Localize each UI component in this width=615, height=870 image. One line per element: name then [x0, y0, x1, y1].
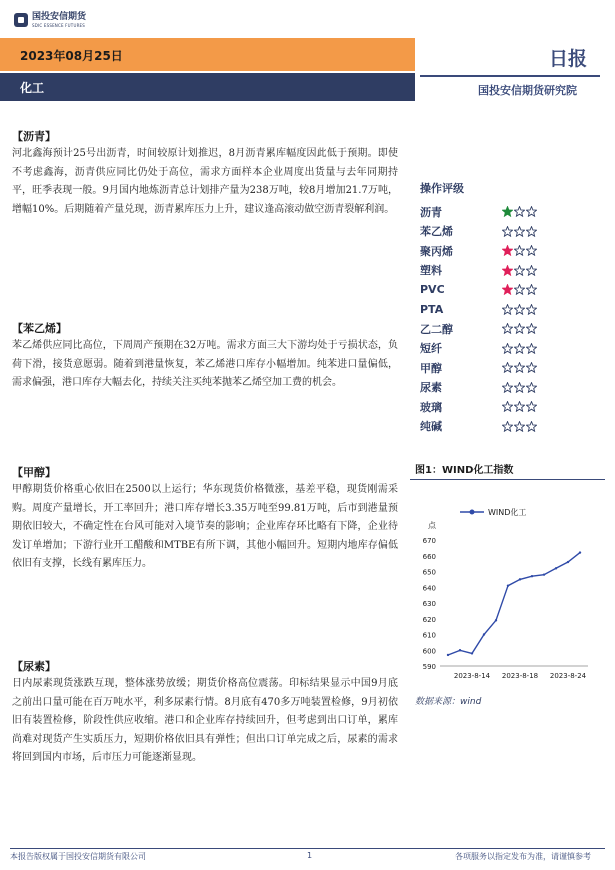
- page-number: 1: [307, 851, 313, 860]
- empty-star-icon: [502, 323, 513, 334]
- section-asphalt: [12, 128, 398, 219]
- section-methanol: [12, 464, 398, 574]
- rating-item-name: 聚丙烯: [420, 244, 453, 258]
- rating-row: [420, 300, 550, 320]
- x-tick-label: 2023-8-24: [549, 672, 587, 680]
- section-styrene: [12, 320, 398, 393]
- empty-star-icon: [514, 304, 525, 315]
- rating-stars: [502, 226, 537, 237]
- filled-star-icon: [502, 206, 513, 217]
- rating-row: [420, 261, 550, 281]
- section-body: 甲醇期货价格重心依旧在2500以上运行；华东现货价格微涨，基差平稳，现货刚需采购。周度产量增长，开工率回升；港口库存增长3.35万吨至99.81万吨，后市到港量预期依旧较大，不确定性在台风可能对入境节奏的影响；企业库存环比略有下降，企业待发订单增加；下游行业开工醋酸和MTBE有所下调，其他小幅回升。短期内地库存偏低依旧有支撑，长线有累库压力。: [12, 484, 398, 570]
- section-heading: 【甲醇】: [12, 466, 56, 479]
- empty-star-icon: [526, 265, 537, 276]
- rating-stars: [502, 304, 537, 315]
- figure-title: 图1：WIND化工指数: [415, 465, 514, 476]
- empty-star-icon: [514, 226, 525, 237]
- empty-star-icon: [514, 362, 525, 373]
- logo-text: [32, 12, 86, 28]
- y-tick-label: 610: [422, 631, 436, 640]
- section-heading: 【尿素】: [12, 660, 56, 673]
- rating-item-name: 乙二醇: [420, 322, 453, 336]
- empty-star-icon: [526, 382, 537, 393]
- data-point: [471, 652, 473, 654]
- rating-item-name: 短纤: [420, 342, 442, 356]
- rating-row: [420, 378, 550, 398]
- footer-disclaimer: 各项服务以指定发布为准，请谨慎参考: [455, 852, 591, 861]
- empty-star-icon: [514, 382, 525, 393]
- rating-stars: [502, 265, 537, 276]
- rating-stars: [502, 401, 537, 412]
- rating-title: 操作评级: [420, 182, 464, 195]
- section-heading: 【沥青】: [12, 130, 56, 143]
- rating-stars: [502, 382, 537, 393]
- rating-row: [420, 319, 550, 339]
- empty-star-icon: [502, 382, 513, 393]
- empty-star-icon: [514, 343, 525, 354]
- empty-star-icon: [526, 343, 537, 354]
- rating-row: [420, 280, 550, 300]
- logo-name-cn: 国投安信期货: [32, 12, 87, 22]
- wind-chemical-index-chart: [410, 490, 605, 690]
- data-point: [483, 633, 485, 635]
- footer-copyright: 本报告版权属于国投安信期货有限公司: [10, 852, 146, 861]
- rating-row: [420, 397, 550, 417]
- y-tick-label: 670: [422, 537, 436, 545]
- empty-star-icon: [502, 343, 513, 354]
- section-body: 苯乙烯供应同比高位，下周周产预期在32万吨。需求方面三大下游均处于亏损状态，负荷下滑，接货意愿弱。随着到港量恢复，苯乙烯港口库存小幅增加。纯苯进口量偏低，需求偏强，港口库存大幅去化，持续关注买纯苯抛苯乙烯空加工费的机会。: [12, 340, 398, 389]
- report-type: 日报: [549, 48, 588, 70]
- empty-star-icon: [526, 284, 537, 295]
- rating-row: [420, 222, 550, 242]
- rating-row: [420, 417, 550, 437]
- data-point: [459, 649, 461, 651]
- empty-star-icon: [514, 323, 525, 334]
- report-date: 2023年08月25日: [20, 49, 123, 63]
- rating-row: [420, 358, 550, 378]
- empty-star-icon: [514, 265, 525, 276]
- data-point: [579, 551, 581, 553]
- empty-star-icon: [502, 304, 513, 315]
- empty-star-icon: [526, 401, 537, 412]
- institute-name: 国投安信期货研究院: [478, 84, 577, 97]
- rating-item-name: 甲醇: [420, 361, 442, 375]
- empty-star-icon: [514, 421, 525, 432]
- data-point: [543, 573, 545, 575]
- legend-label: WIND化工: [488, 508, 527, 517]
- y-axis-unit: 点: [428, 521, 436, 530]
- header-divider: [420, 75, 600, 77]
- empty-star-icon: [502, 401, 513, 412]
- section-heading: 【苯乙烯】: [12, 322, 67, 335]
- rating-stars: [502, 245, 537, 256]
- section-body: 河北鑫海预计25号出沥青，时间较原计划推迟，8月沥青累库幅度因此低于预期。即使不考虑鑫海，沥青供应同比仍处于高位，需求方面样本企业周度出货量与去年同期持平，旺季表现一般。9月国内地炼沥青总计划排产量为238万吨，较8月增加21.7万吨，增幅10%。后期随着产量兑现，沥青累库压力上升，建议逢高滚动做空沥青裂解利润。: [12, 148, 398, 215]
- rating-item-name: 沥青: [420, 205, 442, 219]
- empty-star-icon: [514, 284, 525, 295]
- data-point: [519, 578, 521, 580]
- empty-star-icon: [514, 206, 525, 217]
- empty-star-icon: [526, 226, 537, 237]
- rating-table: [420, 180, 550, 436]
- figure-divider: [410, 479, 605, 480]
- rating-stars: [502, 343, 537, 354]
- y-tick-label: 630: [422, 600, 436, 608]
- data-point: [507, 584, 509, 586]
- footer-divider: [10, 848, 605, 849]
- company-logo: [14, 8, 110, 32]
- empty-star-icon: [526, 245, 537, 256]
- rating-item-name: PTA: [420, 302, 444, 316]
- section-body: 日内尿素现货涨跌互现，整体涨势放缓；期货价格高位震荡。印标结果显示中国9月底之前出口量可能在百万吨水平，利多尿素行情。8月底有470多万吨装置检修，9月初依旧有装置检修，阶段性供应收缩。港口和企业库存持续回升，但考虑到出口订单，累库尚难对现货产生实质压力，短期价格依旧具有弹性；但出口订单完成之后，尿素的需求将回到国内市场，后市压力可能逐渐显现。: [12, 678, 398, 764]
- section-title: 化工: [20, 81, 45, 95]
- rating-item-name: PVC: [420, 283, 445, 297]
- y-tick-label: 650: [422, 568, 436, 577]
- filled-star-icon: [502, 245, 513, 256]
- rating-stars: [502, 362, 537, 373]
- data-point: [567, 561, 569, 563]
- empty-star-icon: [502, 362, 513, 373]
- empty-star-icon: [526, 323, 537, 334]
- rating-item-name: 纯碱: [420, 420, 442, 434]
- section-urea: [12, 658, 398, 768]
- empty-star-icon: [502, 421, 513, 432]
- empty-star-icon: [526, 421, 537, 432]
- empty-star-icon: [502, 226, 513, 237]
- rating-stars: [502, 323, 537, 334]
- series-line: [448, 553, 580, 655]
- filled-star-icon: [502, 284, 513, 295]
- empty-star-icon: [514, 245, 525, 256]
- rating-item-name: 尿素: [420, 381, 442, 395]
- empty-star-icon: [526, 304, 537, 315]
- figure-source: 数据来源：wind: [415, 697, 482, 707]
- data-point: [531, 575, 533, 577]
- y-tick-label: 660: [422, 552, 436, 561]
- rating-item-name: 玻璃: [420, 400, 442, 414]
- empty-star-icon: [526, 362, 537, 373]
- legend-marker: [470, 510, 475, 515]
- logo-mark-icon: [14, 13, 28, 27]
- rating-row: [420, 339, 550, 359]
- rating-stars: [502, 206, 537, 217]
- empty-star-icon: [514, 401, 525, 412]
- data-point: [555, 567, 557, 569]
- y-tick-label: 640: [422, 584, 436, 593]
- logo-name-en: SDIC ESSENCE FUTURES: [32, 23, 86, 28]
- rating-row: [420, 241, 550, 261]
- rating-row: [420, 202, 550, 222]
- y-tick-label: 600: [422, 647, 436, 656]
- rating-rows: [420, 202, 550, 436]
- rating-item-name: 苯乙烯: [420, 225, 453, 239]
- y-tick-label: 590: [422, 663, 436, 671]
- section-band: [0, 73, 415, 101]
- rating-stars: [502, 284, 537, 295]
- rating-item-name: 塑料: [420, 264, 442, 278]
- y-tick-label: 620: [422, 615, 436, 624]
- rating-stars: [502, 421, 537, 432]
- data-point: [495, 619, 497, 621]
- x-tick-label: 2023-8-18: [501, 672, 539, 680]
- empty-star-icon: [526, 206, 537, 217]
- data-point: [447, 654, 449, 656]
- filled-star-icon: [502, 265, 513, 276]
- x-tick-label: 2023-8-14: [453, 672, 491, 680]
